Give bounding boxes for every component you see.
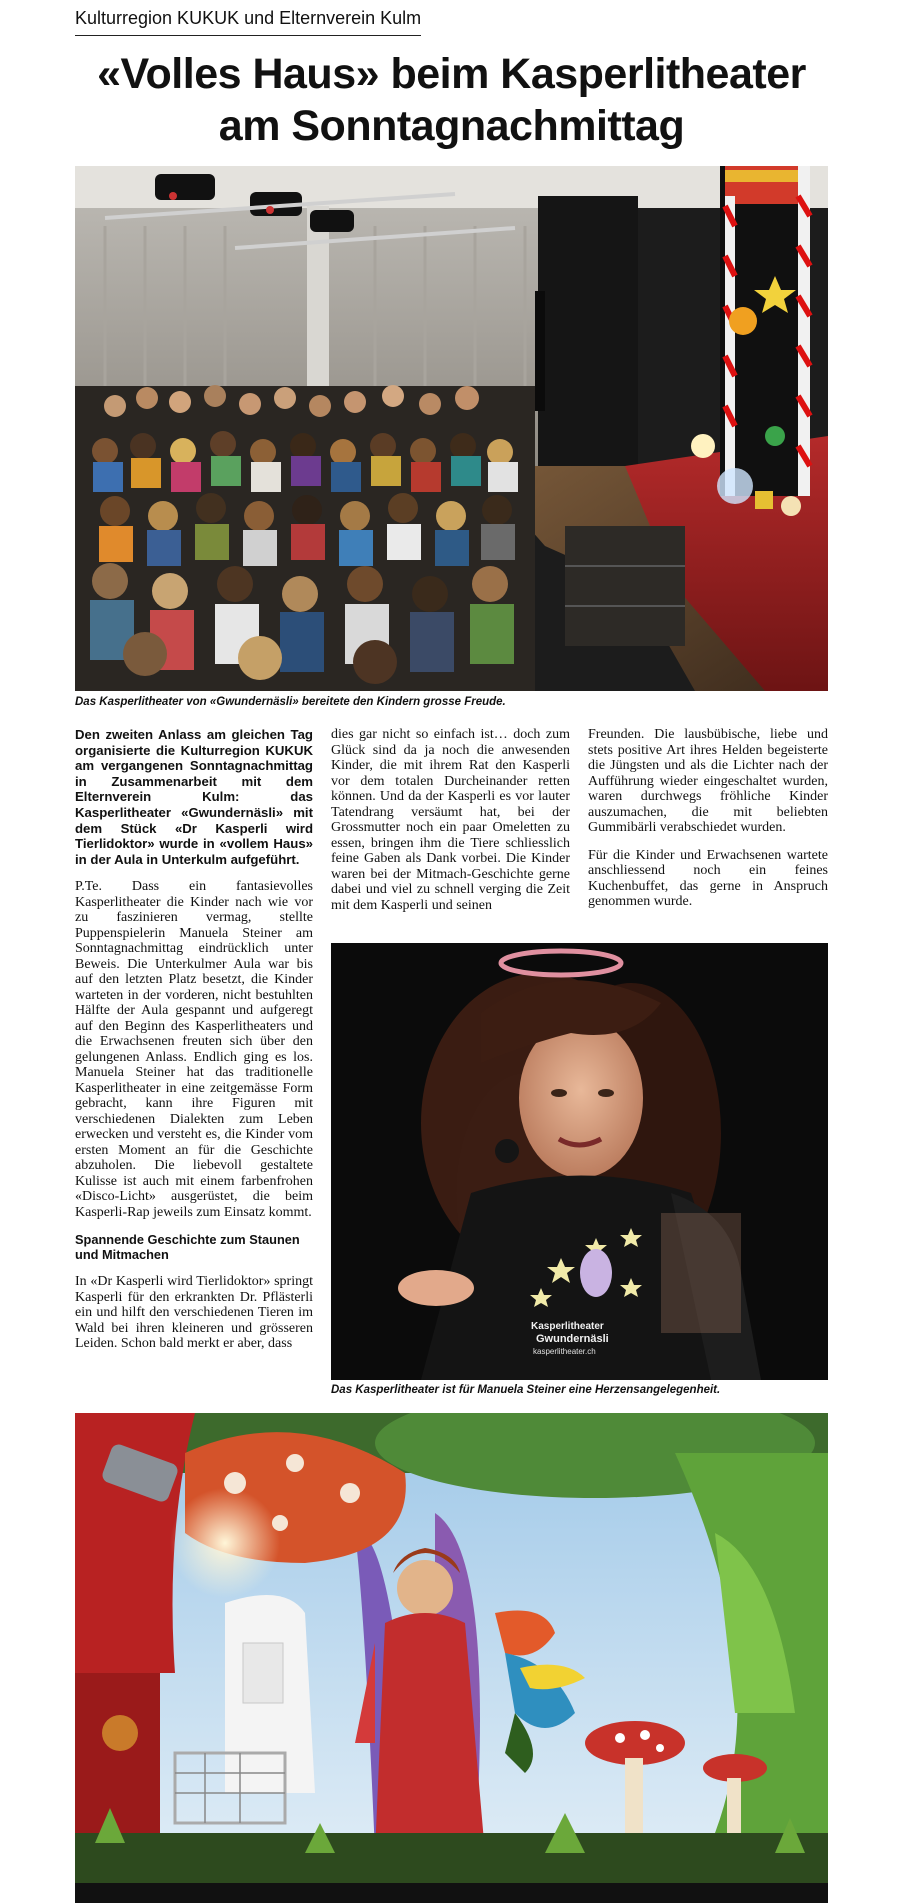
audience-photo-caption: Das Kasperlitheater von «Gwundernäsli» bereitete den Kindern grosse Freude. [75,696,506,708]
article-subheading: Spannende Geschichte zum Staunen und Mitmachen [75,1232,300,1263]
article-column-1 [75,727,313,1364]
title-line-2: am Sonntagnachmittag [218,102,685,150]
article-paragraph-5: Für die Kinder und Erwachsenen wartete anschliessend noch ein feines Kuchenbuffet, das gerne in Anspruch genommen wurde. [588,847,828,909]
shirt-name-label: Gwundernäsli [536,1333,609,1345]
audience-photo-illustration [75,166,828,691]
article-column-3 [588,727,828,922]
portrait-photo-caption: Das Kasperlitheater ist für Manuela Steiner eine Herzensangelegenheit. [331,1384,721,1396]
shirt-brand-label: Kasperlitheater [531,1321,604,1332]
article-paragraph-4: Freunden. Die lausbübische, liebe und stets positive Art ihres Helden begeisterte die Jüngsten und als die Lichter nach der Aufführung wieder eingeschaltet wurden, waren durchwegs fröhliche Kinder auszumachen, die mit beliebten Gummibärli verabschiedet wurden. [588,727,828,835]
puppet-stage-photo-illustration [75,1413,828,1903]
article-title [60,48,843,152]
audience-photo [75,166,828,691]
article-paragraph-2: In «Dr Kasperli wird Tierlidoktor» springt Kasperli für den erkrankten Dr. Pflästerli ein und hilft den verschiedenen Tieren im Wald bei ihren kleineren und grösseren Leiden. Schon bald merkt er aber, dass [75,1274,313,1352]
puppet-stage-photo [75,1413,828,1903]
portrait-photo-illustration [331,943,828,1380]
title-line-1: «Volles Haus» beim Kasperlitheater [97,50,806,98]
portrait-photo [331,943,828,1380]
article-lead: Den zweiten Anlass am gleichen Tag organisierte die Kulturregion KUKUK am vergangenen Sonntagnachmittag in Zusammenarbeit mit dem Elternverein Kulm: das Kasperlitheater «Gwundernäsli» mit dem Stück «Dr Kasperli wird Tierlidoktor» wurde in «vollem Haus» in der Aula in Unterkulm aufgeführt. [75,727,313,867]
article-paragraph-3: dies gar nicht so einfach ist… doch zum Glück sind da ja noch die anwesenden Kinder, die mit ihrem Rat den Kasperli vor dem totalen Durcheinander retten können. Und da der Kasperli es vor lauter Tatendrang versäumt hat, bei der Grossmutter noch ein paar Omeletten zu essen, bringen ihm die Tiere schliesslich feine Gaben als Dank vorbei. Die Kinder waren bei der Mitmach-Geschichte gerne dabei und viel zu schnell verging die Zeit mit dem Kasperli und seinen [331,727,570,913]
article-column-2 [331,727,570,925]
shirt-url-label: kasperlitheater.ch [533,1347,596,1356]
section-kicker: Kulturregion KUKUK und Elternverein Kulm [75,8,421,36]
article-paragraph-1: P.Te. Dass ein fantasievolles Kasperlitheater die Kinder nach wie vor zu faszinieren vermag, stellte Puppenspielerin Manuela Steiner am Sonntagnachmittag eindrücklich unter Beweis. Die Unterkulmer Aula war bis auf den letzten Platz besetzt, die Kinder warteten in der vorderen, nicht bestuhlten Hälfte der Aula gespannt und aufgeregt auf den Beginn des Kasperlitheaters und die Erwachsenen freuten sich über den gelungenen Anlass. Endlich ging es los. Manuela Steiner hat das traditionelle Kasperlitheater in eine zeitgemässe Form gebracht, kann ihre Figuren mit verschiedenen Dialekten zum Leben erwecken und versteht es, die Kinder vom ersten Moment an für die Geschichte abzuholen. Die liebevoll gestaltete Kulisse ist auch mit einem farbenfrohen «Disco-Licht» ausgerüstet, die beim Kasperli-Rap jeweils zum Einsatz kommt. [75,879,313,1220]
